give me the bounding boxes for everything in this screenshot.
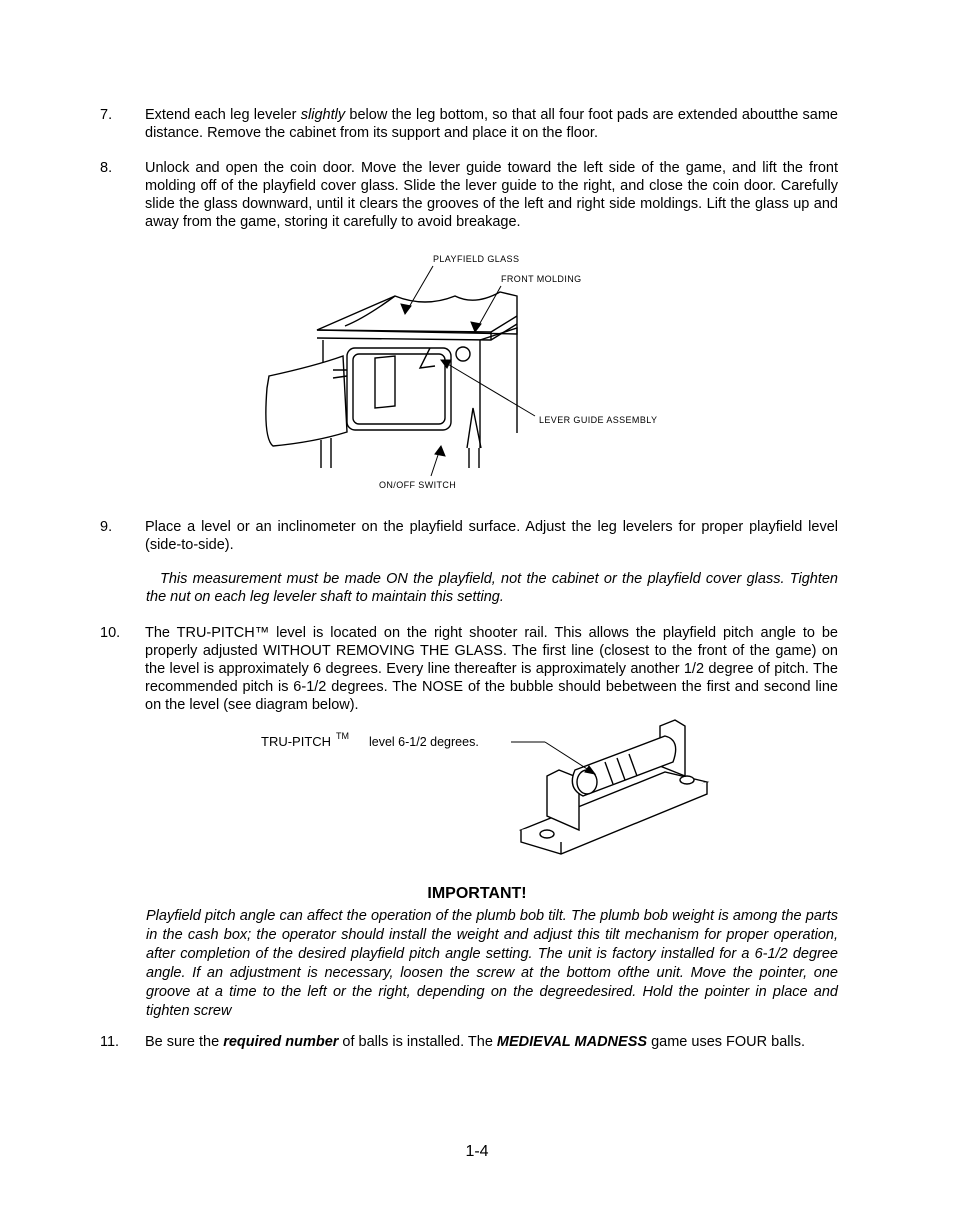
label-front-molding: FRONT MOLDING <box>501 274 582 284</box>
step-text: Place a level or an inclinometer on the playfield surface. Adjust the leg levelers for proper playfield level (side-to-side). <box>145 519 838 553</box>
step-text: The TRU-PITCH™ level is located on the right shooter rail. This allows the playfield pitch angle to be properly adjusted WITHOUT REMOVING THE GLASS. The first line (closest to the front of the game) on the level is approximately 6 degrees. Every line thereafter is approximately another 1/2 degree of pitch. The recommended pitch is 6-1/2 degrees. The NOSE of the bubble should bebetween the first and second line on the level (see diagram below). <box>145 625 838 713</box>
emphasis-slightly: slightly <box>300 107 346 123</box>
important-heading: IMPORTANT! <box>427 885 527 902</box>
important-body: Playfield pitch angle can affect the operation of the plumb bob tilt. The plumb bob weight is among the parts in the cash box; the operator should install the weight and adjust this tilt mechanism for proper operation, after completion of the desired playfield pitch angle setting. The unit is factory installed for a 6-1/2 degree angle. If an adjustment is necessary, loosen the screw at the bottom ofthe unit. Move the pointer, one groove at a time to the left or the right, depending on the degreedesired. Hold the pointer in place and tighten screw <box>146 908 838 1019</box>
step-text <box>145 106 838 142</box>
label-lever-guide-assembly: LEVER GUIDE ASSEMBLY <box>539 415 658 425</box>
step-number: 8. <box>100 160 113 176</box>
step-text: Unlock and open the coin door. Move the lever guide toward the left side of the game, and lift the front molding off of the playfield cover glass. Slide the lever guide to the right, and close the coin door. Carefully slide the glass downward, until it clears the grooves of the left and right side moldings. Lift the glass up and away from the game, storing it carefully to avoid breakage. <box>145 160 838 230</box>
tru-pitch-diagram <box>255 718 715 868</box>
note <box>146 570 838 606</box>
cabinet-diagram <box>255 248 675 498</box>
label-onoff-switch: ON/OFF SWITCH <box>379 480 457 490</box>
step-text-pre: Extend each leg leveler <box>145 107 301 123</box>
label-tru-pitch: TRU-PITCH <box>261 734 332 749</box>
step-text <box>145 1033 838 1051</box>
step-number: 11. <box>100 1034 120 1050</box>
step-text-post: game uses FOUR balls. <box>647 1034 805 1050</box>
step-text-pre: Be sure the <box>145 1034 224 1050</box>
label-trademark: TM <box>336 731 349 741</box>
step-number: 7. <box>100 107 113 123</box>
step-number: 9. <box>100 519 113 535</box>
step-text-post: below the leg bottom, so that all four foot pads are extended aboutthe same distance. Remove the cabinet from its support and place it on the floor. <box>145 107 839 141</box>
step-number: 10. <box>100 625 121 641</box>
label-playfield-glass: PLAYFIELD GLASS <box>433 254 520 264</box>
label-level-degrees: level 6-1/2 degrees. <box>369 735 479 749</box>
step-text-mid: of balls is installed. The <box>338 1034 497 1050</box>
note-text: This measurement must be made ON the playfield, not the cabinet or the playfield cover glass. Tighten the nut on each leg leveler shaft to maintain this setting. <box>146 571 838 605</box>
page-number: 1-4 <box>465 1143 489 1160</box>
emphasis-game-name: MEDIEVAL MADNESS <box>496 1034 648 1050</box>
emphasis-required-number: required number <box>223 1034 339 1050</box>
